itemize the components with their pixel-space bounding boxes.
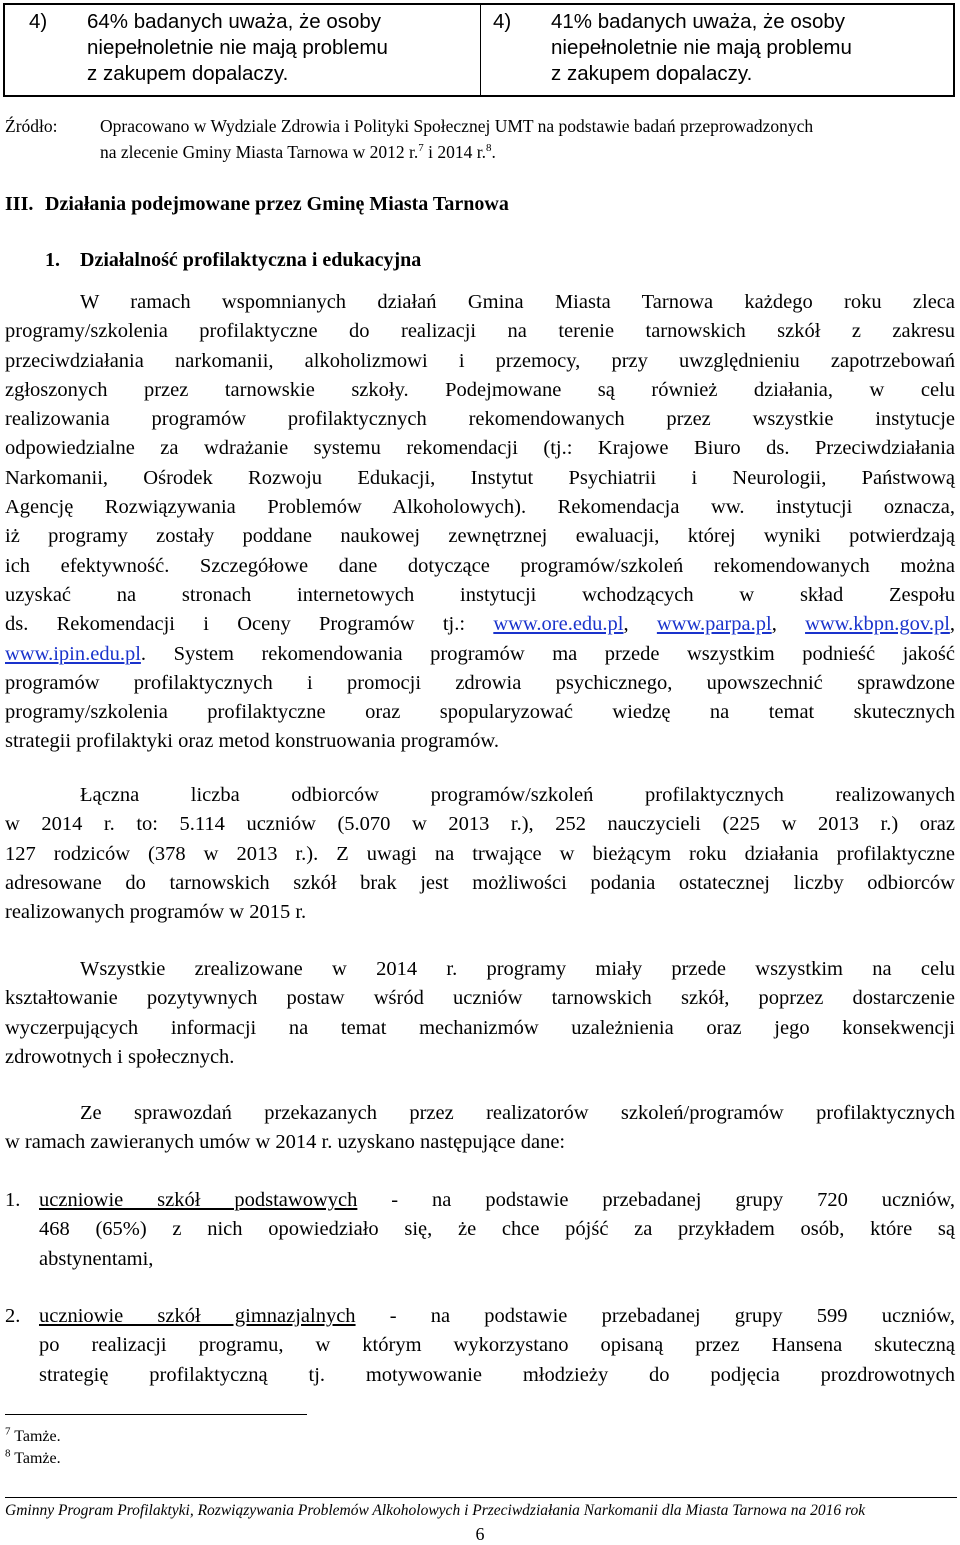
- source-text: [100, 113, 956, 165]
- footnote-number: 7: [5, 1425, 11, 1438]
- text-line: Narkomanii, Ośrodek Rozwoju Edukacji, Instytut Psychiatrii i Neurologii, Państwową: [5, 466, 955, 489]
- text-line: realizowanych programów w 2015 r.: [5, 901, 307, 924]
- paragraph-reports: [5, 1099, 955, 1158]
- footnote: $^7$ Tamże.: [5, 1425, 61, 1445]
- cell-number: 4): [29, 10, 48, 33]
- cell-line: niepełnoletnie nie mają problemu: [87, 36, 388, 59]
- text-line: www.ipin.edu.pl. System rekomendowania programów ma przede wszystkim podnieść jakość: [5, 642, 955, 665]
- source-label: Źródło:: [5, 116, 58, 136]
- text-line: przeciwdziałania narkomanii, alkoholizmowi i przemocy, przy uwzględnieniu zapotrzebowań: [5, 349, 955, 372]
- text-line: w ramach zawieranych umów w 2014 r. uzyskano następujące dane:: [5, 1131, 566, 1154]
- text-line: ds. Rekomendacji i Oceny Programów tj.: www.ore.edu.pl, www.parpa.pl, www.kbpn.gov.pl,: [5, 613, 956, 636]
- text-line: strategię profilaktyczną tj. motywowanie młodzieży do podjęcia prozdrowotnych: [39, 1363, 955, 1386]
- source-line: na zlecenie Gminy Miasta Tarnowa w 2012 r.$^7$ i 2014 r.$^8$.: [100, 142, 496, 162]
- paragraph-recipients: [5, 781, 955, 927]
- text-line: 468 (65%) z nich opowiedziało się, że chce pójść za przykładem osób, które są: [39, 1218, 955, 1241]
- link-parpa[interactable]: www.parpa.pl: [656, 613, 772, 636]
- section-title: Działania podejmowane przez Gminę Miasta Tarnowa: [45, 193, 509, 215]
- table-divider: [480, 5, 481, 95]
- cell-line: 41% badanych uważa, że osoby: [551, 10, 846, 33]
- text-line: uczniowie szkół gimnazjalnych - na podstawie przebadanej grupy 599 uczniów,: [39, 1305, 955, 1327]
- footer-title: Gminny Program Profilaktyki, Rozwiązywania Problemów Alkoholowych i Przeciwdziałania Narkomanii dla Miasta Tarnowa na 2016 rok: [5, 1502, 866, 1519]
- text-line: programy/szkolenia profilaktyczne do realizacji na terenie tarnowskich szkół z zakresu: [5, 320, 955, 343]
- source-line: Opracowano w Wydziale Zdrowia i Polityki Społecznej UMT na podstawie badań przeprowadzonych: [100, 116, 814, 136]
- text-line: zgłoszonych przez tarnowskie szkoły. Podejmowane są również działania, w celu: [5, 378, 955, 401]
- text-line: 127 rodziców (378 w 2013 r.). Z uwagi na trwające w bieżącym roku działania profilaktyczne: [5, 842, 955, 865]
- link-kbpn[interactable]: www.kbpn.gov.pl: [805, 613, 950, 636]
- text-line: realizowania programów profilaktycznych rekomendowanych przez wszystkie instytucje: [5, 408, 955, 431]
- footer-separator: [5, 1497, 957, 1498]
- paragraph-recommendations: [5, 288, 955, 757]
- list-marker: 1.: [5, 1189, 21, 1211]
- cell-line: z zakupem dopalaczy.: [551, 62, 753, 85]
- text-line: Agencję Rozwiązywania Problemów Alkoholowych). Rekomendacja ww. instytucji oznacza,: [5, 496, 955, 519]
- text-line: wyczerpujących informacji na temat mechanizmów uzależnienia oraz jego konsekwencji: [5, 1016, 955, 1039]
- list-item-heading: uczniowie szkół gimnazjalnych: [39, 1305, 356, 1327]
- text-line: Wszystkie zrealizowane w 2014 r. programy miały przede wszystkim na celu: [80, 958, 955, 980]
- text-line: programów profilaktycznych i promocji zdrowia psychicznego, upowszechnić sprawdzone: [5, 671, 955, 694]
- text-line: odpowiedzialne za wdrażanie systemu rekomendacji (tj.: Krajowe Biuro ds. Przeciwdziałania: [5, 437, 955, 460]
- cell-line: z zakupem dopalaczy.: [87, 62, 289, 85]
- link-ore[interactable]: www.ore.edu.pl: [493, 613, 624, 636]
- list-item-body: [39, 1302, 955, 1390]
- list-item: [5, 1186, 955, 1274]
- text-line: programy/szkolenia profilaktyczne oraz spopularyzować wiedzę na temat skutecznych: [5, 701, 955, 724]
- link-ipin[interactable]: www.ipin.edu.pl: [5, 642, 141, 665]
- footnote-separator: [5, 1414, 307, 1415]
- text-line: w 2014 r. to: 5.114 uczniów (5.070 w 2013 r.), 252 nauczycieli (225 w 2013 r.) oraz: [5, 813, 955, 836]
- text-line: Ze sprawozdań przekazanych przez realizatorów szkoleń/programów profilaktycznych: [80, 1102, 955, 1124]
- text-line: strategii profilaktyki oraz metod konstruowania programów.: [5, 730, 499, 753]
- text-line: adresowane do tarnowskich szkół brak jest możliwości podania ostatecznej liczby odbiorców: [5, 871, 955, 894]
- list-item: [5, 1302, 955, 1390]
- text-line: W ramach wspomnianych działań Gmina Miasta Tarnowa każdego roku zleca: [80, 291, 955, 313]
- section-number: III.: [5, 193, 34, 215]
- text-line: abstynentami,: [39, 1247, 154, 1270]
- text-line: uzyskać na stronach internetowych instytucji wchodzących w skład Zespołu: [5, 583, 955, 606]
- list-item-body: [39, 1186, 955, 1274]
- cell-line: niepełnoletnie nie mają problemu: [551, 36, 852, 59]
- page-number: 6: [475, 1524, 485, 1544]
- text-line: ich efektywność. Szczegółowe dane dotyczące programów/szkoleń rekomendowanych można: [5, 554, 955, 577]
- subsection-number: 1.: [45, 249, 60, 271]
- list-item-heading: uczniowie szkół podstawowych: [39, 1189, 358, 1211]
- footnote-number: 8: [5, 1447, 11, 1460]
- subsection-title: Działalność profilaktyczna i edukacyjna: [80, 249, 422, 271]
- comparison-table: [3, 3, 955, 97]
- cell-number: 4): [493, 10, 512, 33]
- footnote-ref[interactable]: 7: [418, 142, 424, 155]
- text-line: Łączna liczba odbiorców programów/szkoleń profilaktycznych realizowanych: [80, 784, 955, 806]
- text-line: kształtowanie pozytywnych postaw wśród uczniów tarnowskich szkół, poprzez dostarczenie: [5, 987, 955, 1010]
- text-line: po realizacji programu, w którym wykorzystano opisaną przez Hansena skuteczną: [39, 1334, 955, 1357]
- text-line: zdrowotnych i społecznych.: [5, 1045, 235, 1068]
- text-line: iż programy zostały poddane naukowej zewnętrznej ewaluacji, której wyniki potwierdzają: [5, 525, 955, 548]
- text-line: uczniowie szkół podstawowych - na podstawie przebadanej grupy 720 uczniów,: [39, 1189, 955, 1211]
- paragraph-goals: [5, 955, 955, 1072]
- cell-line: 64% badanych uważa, że osoby: [87, 10, 382, 33]
- footnote: $^8$ Tamże.: [5, 1447, 61, 1467]
- list-marker: 2.: [5, 1305, 21, 1327]
- footnote-ref[interactable]: 8: [485, 142, 492, 155]
